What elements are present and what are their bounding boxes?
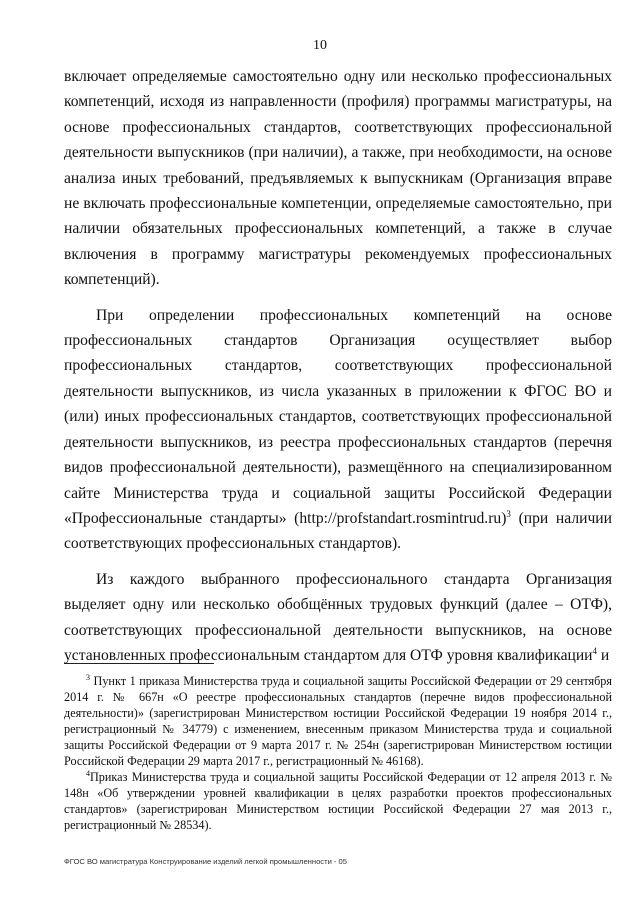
footnote-3 — [64, 673, 612, 769]
footnote-divider — [64, 663, 214, 664]
footnote-4-mark: 4 — [86, 768, 90, 778]
footnote-ref-4: 4 — [592, 645, 598, 656]
footnote-ref-3: 3 — [506, 508, 511, 519]
paragraph-2-text: При определении профессиональных компетенций на основе профессиональных стандартов Организация осуществляет выбор профессиональных стандартов, соответствующих профессиональной деятельности выпускников, из числа указанных в приложении к ФГОС ВО и (или) иных профессиональных стандартов, соответствующих профессиональной деятельности выпускников, из реестра профессиональных стандартов (перечня видов профессиональной деятельности), размещённого на специализированном сайте Министерства труда и социальной защиты Российской Федерации «Профессиональные стандарты» (http://profstandart.rosmintrud.ru) — [64, 306, 612, 527]
paragraph-3-text-end: и — [597, 646, 610, 664]
document-footer: ФГОС ВО магистратура Конструирование изделий легкой промышленности - 05 — [64, 857, 348, 866]
page-number: 10 — [313, 38, 327, 53]
footnote-3-text: Пункт 1 приказа Министерства труда и социальной защиты Российской Федерации от 29 сентября 2014 г. № 667н «О реестре профессиональных стандартов (перечне видов профессиональной деятельности)» (зарегистрирован Министерством юстиции Российской Федерации 19 ноября 2014 г., регистрационный № 34779) с изменением, внесенным приказом Министерства труда и социальной защиты Российской Федерации от 9 марта 2017 г. № 254н (зарегистрирован Министерством юстиции Российской Федерации 29 марта 2017 г., регистрационный № 46168). — [64, 674, 612, 768]
footnote-4-text: Приказ Министерства труда и социальной защиты Российской Федерации от 12 апреля 2013 г. № 148н «Об утверждении уровней квалификации в целях разработки проектов профессиональных стандартов» (зарегистрирован Министерством юстиции Российской Федерации 27 мая 2013 г., регистрационный № 28534). — [64, 770, 612, 832]
footnote-3-mark: 3 — [86, 672, 90, 682]
paragraph-3-text: Из каждого выбранного профессионального стандарта Организация выделяет одну или несколько обобщённых трудовых функций (далее – ОТФ), соответствующих профессиональной деятельности выпускников, на основе установленных профессиональным стандартом для ОТФ уровня квалификации — [64, 570, 612, 664]
paragraph-2-text-end: (при наличии соответствующих профессиональных стандартов). — [64, 509, 612, 553]
footnotes — [64, 673, 612, 833]
paragraph-2 — [64, 303, 612, 557]
document-body — [64, 64, 612, 668]
paragraph-3 — [64, 567, 612, 669]
paragraph-1: включает определяемые самостоятельно одну или несколько профессиональных компетенций, исходя из направленности (профиля) программы магистратуры, на основе профессиональных стандартов, соответствующих профессиональной деятельности выпускников (при наличии), а также, при необходимости, на основе анализа иных требований, предъявляемых к выпускникам (Организация вправе не включать профессиональные компетенции, определяемые самостоятельно, при наличии обязательных профессиональных компетенций, а также в случае включения в программу магистратуры рекомендуемых профессиональных компетенций). — [64, 68, 612, 289]
footnote-4 — [64, 769, 612, 833]
